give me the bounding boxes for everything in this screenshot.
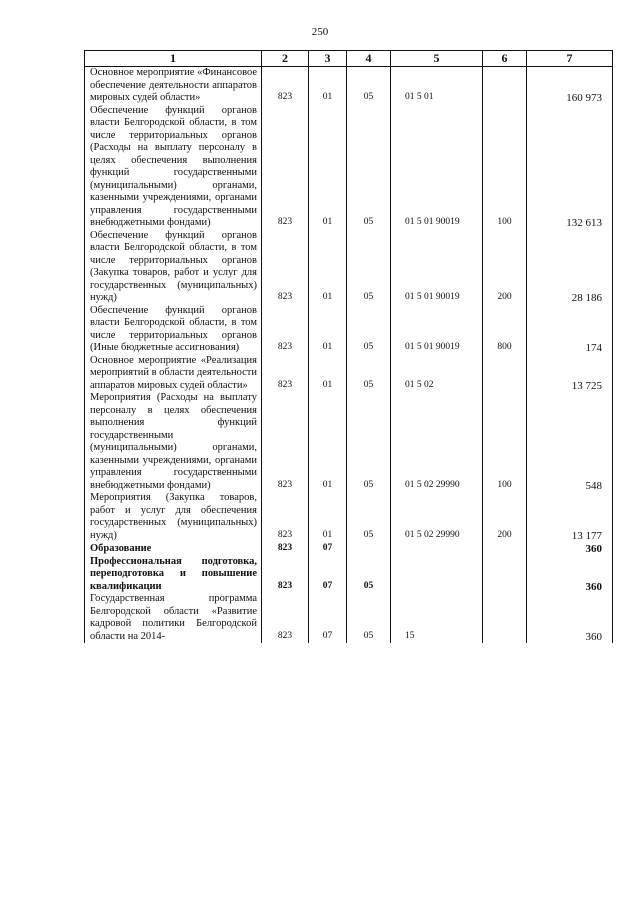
table-cell-col-7: 360 xyxy=(527,556,613,594)
table-cell-col-6: 800 xyxy=(483,305,527,355)
table-row xyxy=(85,305,613,355)
column-header-2: 2 xyxy=(262,51,309,67)
table-row xyxy=(85,593,613,643)
table-cell-col-6 xyxy=(483,556,527,594)
table-cell-col-6 xyxy=(483,355,527,393)
table-row xyxy=(85,492,613,542)
table-cell-col-1: Основное мероприятие «Финансовое обеспечение деятельности аппаратов мировых судей области» xyxy=(85,67,262,105)
table-cell-col-7: 13 725 xyxy=(527,355,613,393)
table-cell-col-3: 07 xyxy=(309,556,347,594)
table-cell-col-6 xyxy=(483,67,527,105)
table-cell-col-2: 823 xyxy=(262,392,309,492)
table-cell-col-1: Обеспечение функций органов власти Белгородской области, в том числе территориальных органов (Закупка товаров, работ и услуг для государственных (муниципальных) нужд) xyxy=(85,230,262,305)
table-cell-col-7: 13 177 xyxy=(527,492,613,542)
table-cell-col-2: 823 xyxy=(262,105,309,230)
table-cell-col-5: 01 5 01 90019 xyxy=(391,305,483,355)
table-cell-col-7: 360 xyxy=(527,542,613,556)
table-cell-col-5 xyxy=(391,542,483,556)
table-cell-col-4: 05 xyxy=(347,67,391,105)
table-cell-col-2: 823 xyxy=(262,67,309,105)
table-cell-col-1: Государственная программа Белгородской области «Развитие кадровой политики Белгородской области на 2014- xyxy=(85,593,262,643)
table-cell-col-3: 01 xyxy=(309,105,347,230)
column-header-7: 7 xyxy=(527,51,613,67)
table-cell-col-4: 05 xyxy=(347,593,391,643)
column-header-5: 5 xyxy=(391,51,483,67)
table-cell-col-6 xyxy=(483,542,527,556)
table-cell-col-7: 548 xyxy=(527,392,613,492)
table-header-row xyxy=(85,51,613,67)
table-row xyxy=(85,556,613,594)
budget-table xyxy=(84,50,613,643)
table-row xyxy=(85,355,613,393)
column-header-4: 4 xyxy=(347,51,391,67)
table-cell-col-1: Обеспечение функций органов власти Белгородской области, в том числе территориальных органов (Расходы на выплату персоналу в целях обеспечения выполнения функций государственными (муниципальными) органами, казенными учреждениями, органами управления государственными внебюджетными фондами) xyxy=(85,105,262,230)
table-cell-col-7: 174 xyxy=(527,305,613,355)
table-cell-col-6: 100 xyxy=(483,105,527,230)
table-cell-col-1: Основное мероприятие «Реализация мероприятий в области деятельности аппаратов мировых судей области» xyxy=(85,355,262,393)
table-cell-col-4: 05 xyxy=(347,105,391,230)
table-cell-col-4: 05 xyxy=(347,305,391,355)
table-cell-col-5: 01 5 02 29990 xyxy=(391,392,483,492)
table-row xyxy=(85,230,613,305)
table-cell-col-3: 07 xyxy=(309,593,347,643)
table-row xyxy=(85,105,613,230)
page-number: 250 xyxy=(311,26,329,38)
table-cell-col-1: Мероприятия (Закупка товаров, работ и услуг для обеспечения государственных (муниципальных) нужд) xyxy=(85,492,262,542)
table-cell-col-7: 132 613 xyxy=(527,105,613,230)
table-row xyxy=(85,542,613,556)
table-cell-col-5: 15 xyxy=(391,593,483,643)
column-header-1: 1 xyxy=(85,51,262,67)
table-cell-col-5: 01 5 01 90019 xyxy=(391,105,483,230)
table-cell-col-4: 05 xyxy=(347,492,391,542)
table-cell-col-1: Обеспечение функций органов власти Белгородской области, в том числе территориальных органов (Иные бюджетные ассигнования) xyxy=(85,305,262,355)
table-cell-col-3: 01 xyxy=(309,305,347,355)
table-row xyxy=(85,392,613,492)
table-row xyxy=(85,67,613,105)
table-cell-col-7: 160 973 xyxy=(527,67,613,105)
table-cell-col-3: 01 xyxy=(309,67,347,105)
table-cell-col-5: 01 5 01 90019 xyxy=(391,230,483,305)
table-cell-col-4 xyxy=(347,542,391,556)
table-cell-col-2: 823 xyxy=(262,230,309,305)
table-cell-col-2: 823 xyxy=(262,542,309,556)
table-cell-col-2: 823 xyxy=(262,305,309,355)
table-cell-col-5: 01 5 01 xyxy=(391,67,483,105)
table-cell-col-3: 01 xyxy=(309,230,347,305)
table-cell-col-4: 05 xyxy=(347,355,391,393)
table-cell-col-2: 823 xyxy=(262,355,309,393)
table-cell-col-3: 01 xyxy=(309,392,347,492)
column-header-6: 6 xyxy=(483,51,527,67)
table-cell-col-1: Профессиональная подготовка, переподготовка и повышение квалификации xyxy=(85,556,262,594)
table-cell-col-2: 823 xyxy=(262,556,309,594)
table-cell-col-6: 100 xyxy=(483,392,527,492)
table-cell-col-5 xyxy=(391,556,483,594)
table-cell-col-6: 200 xyxy=(483,230,527,305)
table-cell-col-4: 05 xyxy=(347,392,391,492)
table-cell-col-2: 823 xyxy=(262,492,309,542)
table-cell-col-5: 01 5 02 29990 xyxy=(391,492,483,542)
table-cell-col-4: 05 xyxy=(347,556,391,594)
table-cell-col-3: 07 xyxy=(309,542,347,556)
table-cell-col-1: Мероприятия (Расходы на выплату персоналу в целях обеспечения выполнения функций государственными (муниципальными) органами, казенными учреждениями, органами управления государственными внебюджетными фондами) xyxy=(85,392,262,492)
table-cell-col-7: 28 186 xyxy=(527,230,613,305)
table-cell-col-4: 05 xyxy=(347,230,391,305)
table-cell-col-5: 01 5 02 xyxy=(391,355,483,393)
column-header-3: 3 xyxy=(309,51,347,67)
table-cell-col-1: Образование xyxy=(85,542,262,556)
table-cell-col-6: 200 xyxy=(483,492,527,542)
table-cell-col-7: 360 xyxy=(527,593,613,643)
table-cell-col-2: 823 xyxy=(262,593,309,643)
table-cell-col-3: 01 xyxy=(309,355,347,393)
table-cell-col-3: 01 xyxy=(309,492,347,542)
table-cell-col-6 xyxy=(483,593,527,643)
